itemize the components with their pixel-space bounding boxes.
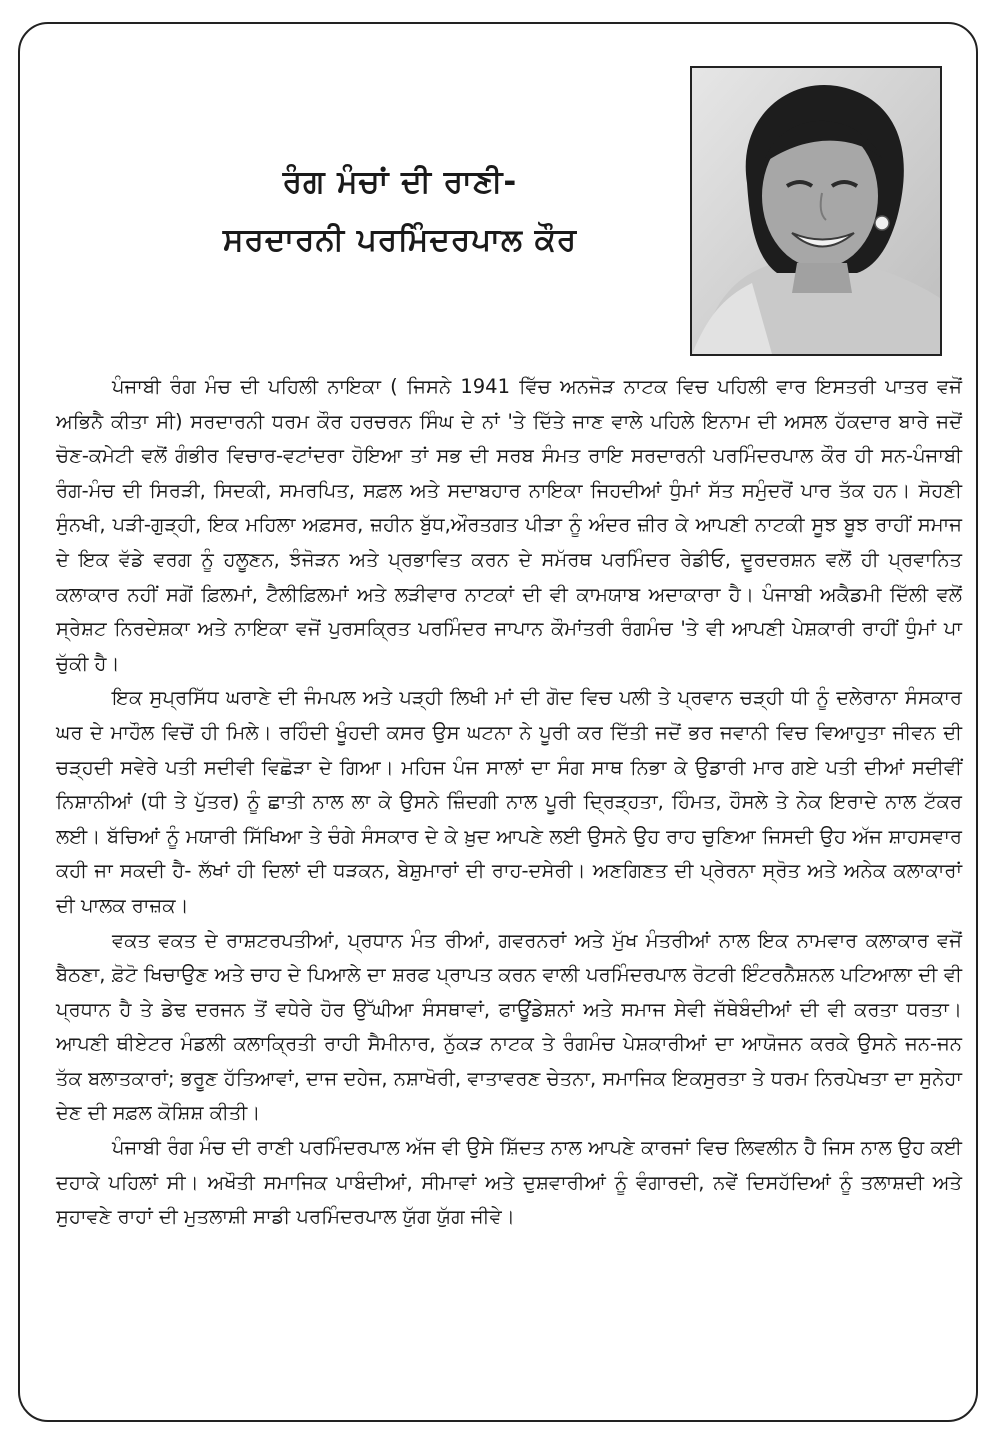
paragraph-2: ਇਕ ਸੁਪ੍ਰਸਿੱਧ ਘਰਾਣੇ ਦੀ ਜੰਮਪਲ ਅਤੇ ਪੜ੍ਹੀ ਲਿਖੀ ਮਾਂ ਦੀ ਗੋਦ ਵਿਚ ਪਲੀ ਤੇ ਪ੍ਰਵਾਨ ਚੜ੍ਹੀ ਧੀ ਨੂੰ ਦਲੇਰਾਨਾ ਸੰਸਕਾਰ ਘਰ ਦੇ ਮਾਹੌਲ ਵਿਚੋਂ ਹੀ ਮਿਲੇ। ਰਹਿੰਦੀ ਖੂੰਹਦੀ ਕਸਰ ਉਸ ਘਟਨਾ ਨੇ ਪੂਰੀ ਕਰ ਦਿੱਤੀ ਜਦੋਂ ਭਰ ਜਵਾਨੀ ਵਿਚ ਵਿਆਹੁਤਾ ਜੀਵਨ ਦੀ ਚੜ੍ਹਦੀ ਸਵੇਰੇ ਪਤੀ ਸਦੀਵੀ ਵਿਛੋੜਾ ਦੇ ਗਿਆ। ਮਹਿਜ ਪੰਜ ਸਾਲਾਂ ਦਾ ਸੰਗ ਸਾਥ ਨਿਭਾ ਕੇ ਉਡਾਰੀ ਮਾਰ ਗਏ ਪਤੀ ਦੀਆਂ ਸਦੀਵੀਂ ਨਿਸ਼ਾਨੀਆਂ (ਧੀ ਤੇ ਪੁੱਤਰ) ਨੂੰ ਛਾਤੀ ਨਾਲ ਲਾ ਕੇ ਉਸਨੇ ਜ਼ਿੰਦਗੀ ਨਾਲ ਪੂਰੀ ਦ੍ਰਿੜ੍ਹਤਾ, ਹਿੰਮਤ, ਹੌਸਲੇ ਤੇ ਨੇਕ ਇਰਾਦੇ ਨਾਲ ਟੱਕਰ ਲਈ। ਬੱਚਿਆਂ ਨੂੰ ਮਯਾਰੀ ਸਿੱਖਿਆ ਤੇ ਚੰਗੇ ਸੰਸਕਾਰ ਦੇ ਕੇ ਖ਼ੁਦ ਆਪਣੇ ਲਈ ਉਸਨੇ ਉਹ ਰਾਹ ਚੁਣਿਆ ਜਿਸਦੀ ਉਹ ਅੱਜ ਸ਼ਾਹਸਵਾਰ ਕਹੀ ਜਾ ਸਕਦੀ ਹੈ- ਲੱਖਾਂ ਹੀ ਦਿਲਾਂ ਦੀ ਧੜਕਨ, ਬੇਸ਼ੁਮਾਰਾਂ ਦੀ ਰਾਹ-ਦਸੇਰੀ। ਅਣਗਿਣਤ ਦੀ ਪ੍ਰੇਰਨਾ ਸ੍ਰੋਤ ਅਤੇ ਅਨੇਕ ਕਲਾਕਾਰਾਂ ਦੀ ਪਾਲਕ ਰਾਜ਼ਕ। [56,686,962,917]
article-body [56,370,962,1235]
portrait-photo [690,66,942,356]
article-title [140,160,660,262]
title-line-1: ਰੰਗ ਮੰਚਾਂ ਦੀ ਰਾਣੀ- [282,164,518,200]
paragraph-4: ਪੰਜਾਬੀ ਰੰਗ ਮੰਚ ਦੀ ਰਾਣੀ ਪਰਮਿੰਦਰਪਾਲ ਅੱਜ ਵੀ ਉਸੇ ਸ਼ਿੱਦਤ ਨਾਲ ਆਪਣੇ ਕਾਰਜਾਂ ਵਿਚ ਲਿਵਲੀਨ ਹੈ ਜਿਸ ਨਾਲ ਉਹ ਕਈ ਦਹਾਕੇ ਪਹਿਲਾਂ ਸੀ। ਅਖੌਤੀ ਸਮਾਜਿਕ ਪਾਬੰਦੀਆਂ, ਸੀਮਾਵਾਂ ਅਤੇ ਦੁਸ਼ਵਾਰੀਆਂ ਨੂੰ ਵੰਗਾਰਦੀ, ਨਵੇਂ ਦਿਸਹੱਦਿਆਂ ਨੂੰ ਤਲਾਸ਼ਦੀ ਅਤੇ ਸੁਹਾਵਣੇ ਰਾਹਾਂ ਦੀ ਮੁਤਲਾਸ਼ੀ ਸਾਡੀ ਪਰਮਿੰਦਰਪਾਲ ਯੁੱਗ ਯੁੱਗ ਜੀਵੇ। [56,1136,962,1229]
paragraph-3: ਵਕਤ ਵਕਤ ਦੇ ਰਾਸ਼ਟਰਪਤੀਆਂ, ਪ੍ਰਧਾਨ ਮੰਤ ਰੀਆਂ, ਗਵਰਨਰਾਂ ਅਤੇ ਮੁੱਖ ਮੰਤਰੀਆਂ ਨਾਲ ਇਕ ਨਾਮਵਾਰ ਕਲਾਕਾਰ ਵਜੋਂ ਬੈਠਣਾ, ਫ਼ੋਟੋ ਖਿਚਾਉਣ ਅਤੇ ਚਾਹ ਦੇ ਪਿਆਲੇ ਦਾ ਸ਼ਰਫ ਪ੍ਰਾਪਤ ਕਰਨ ਵਾਲੀ ਪਰਮਿੰਦਰਪਾਲ ਰੋਟਰੀ ਇੰਟਰਨੈਸ਼ਨਲ ਪਟਿਆਲਾ ਦੀ ਵੀ ਪ੍ਰਧਾਨ ਹੈ ਤੇ ਡੇਢ ਦਰਜਨ ਤੋਂ ਵਧੇਰੇ ਹੋਰ ਉੱਘੀਆ ਸੰਸਥਾਵਾਂ, ਫਾਊਂਡੇਸ਼ਨਾਂ ਅਤੇ ਸਮਾਜ ਸੇਵੀ ਜੱਥੇਬੰਦੀਆਂ ਦੀ ਵੀ ਕਰਤਾ ਧਰਤਾ। ਆਪਣੀ ਥੀਏਟਰ ਮੰਡਲੀ ਕਲਾਕ੍ਰਿਤੀ ਰਾਹੀ ਸੈਮੀਨਾਰ, ਨੁੱਕੜ ਨਾਟਕ ਤੇ ਰੰਗਮੰਚ ਪੇਸ਼ਕਾਰੀਆਂ ਦਾ ਆਯੋਜਨ ਕਰਕੇ ਉਸਨੇ ਜਨ-ਜਨ ਤੱਕ ਬਲਾਤਕਾਰਾਂ; ਭਰੂਣ ਹੱਤਿਆਵਾਂ, ਦਾਜ ਦਹੇਜ, ਨਸ਼ਾਖੋਰੀ, ਵਾਤਾਵਰਣ ਚੇਤਨਾ, ਸਮਾਜਿਕ ਇਕਸੁਰਤਾ ਤੇ ਧਰਮ ਨਿਰਪੇਖਤਾ ਦਾ ਸੁਨੇਹਾ ਦੇਣ ਦੀ ਸਫ਼ਲ ਕੋਸ਼ਿਸ਼ ਕੀਤੀ। [56,928,962,1125]
paragraph-1: ਪੰਜਾਬੀ ਰੰਗ ਮੰਚ ਦੀ ਪਹਿਲੀ ਨਾਇਕਾ ( ਜਿਸਨੇ 1941 ਵਿੱਚ ਅਨਜੋੜ ਨਾਟਕ ਵਿਚ ਪਹਿਲੀ ਵਾਰ ਇਸਤਰੀ ਪਾਤਰ ਵਜੋਂ ਅਭਿਨੈ ਕੀਤਾ ਸੀ) ਸਰਦਾਰਨੀ ਧਰਮ ਕੌਰ ਹਰਚਰਨ ਸਿੰਘ ਦੇ ਨਾਂ 'ਤੇ ਦਿੱਤੇ ਜਾਣ ਵਾਲੇ ਪਹਿਲੇ ਇਨਾਮ ਦੀ ਅਸਲ ਹੱਕਦਾਰ ਬਾਰੇ ਜਦੋਂ ਚੋਣ-ਕਮੇਟੀ ਵਲੋਂ ਗੰਭੀਰ ਵਿਚਾਰ-ਵਟਾਂਦਰਾ ਹੋਇਆ ਤਾਂ ਸਭ ਦੀ ਸਰਬ ਸੰਮਤ ਰਾਇ ਸਰਦਾਰਨੀ ਪਰਮਿੰਦਰਪਾਲ ਕੌਰ ਹੀ ਸਨ-ਪੰਜਾਬੀ ਰੰਗ-ਮੰਚ ਦੀ ਸਿਰੜੀ, ਸਿਦਕੀ, ਸਮਰਪਿਤ, ਸਫ਼ਲ ਅਤੇ ਸਦਾਬਹਾਰ ਨਾਇਕਾ ਜਿਹਦੀਆਂ ਧੁੰਮਾਂ ਸੱਤ ਸਮੁੰਦਰੋਂ ਪਾਰ ਤੱਕ ਹਨ। ਸੋਹਣੀ ਸੁੰਨਖੀ, ਪੜੀ-ਗੁੜ੍ਹੀ, ਇਕ ਮਹਿਲਾ ਅਫ਼ਸਰ, ਜ਼ਹੀਨ ਬੁੱਧ,ਔਰਤਗਤ ਪੀੜਾ ਨੂੰ ਅੰਦਰ ਜ਼ੀਰ ਕੇ ਆਪਣੀ ਨਾਟਕੀ ਸੂਝ ਬੂਝ ਰਾਹੀਂ ਸਮਾਜ ਦੇ ਇਕ ਵੱਡੇ ਵਰਗ ਨੂੰ ਹਲੂਣਨ, ਝੰਜੋੜਨ ਅਤੇ ਪ੍ਰਭਾਵਿਤ ਕਰਨ ਦੇ ਸਮੱਰਥ ਪਰਮਿੰਦਰ ਰੇਡੀਓ, ਦੂਰਦਰਸ਼ਨ ਵਲੋਂ ਹੀ ਪ੍ਰਵਾਨਿਤ ਕਲਾਕਾਰ ਨਹੀਂ ਸਗੋਂ ਫ਼ਿਲਮਾਂ, ਟੈਲੀਫ਼ਿਲਮਾਂ ਅਤੇ ਲੜੀਵਾਰ ਨਾਟਕਾਂ ਦੀ ਵੀ ਕਾਮਯਾਬ ਅਦਾਕਾਰਾ ਹੈ। ਪੰਜਾਬੀ ਅਕੈਡਮੀ ਦਿੱਲੀ ਵਲੋਂ ਸ੍ਰੇਸ਼ਟ ਨਿਰਦੇਸ਼ਕਾ ਅਤੇ ਨਾਇਕਾ ਵਜੋਂ ਪੁਰਸਕ੍ਰਿਤ ਪਰਮਿੰਦਰ ਜਾਪਾਨ ਕੌਮਾਂਤਰੀ ਰੰਗਮੰਚ 'ਤੇ ਵੀ ਆਪਣੀ ਪੇਸ਼ਕਾਰੀ ਰਾਹੀਂ ਧੁੰਮਾਂ ਪਾ ਚੁੱਕੀ ਹੈ। [56,375,962,675]
title-line-2: ਸਰਦਾਰਨੀ ਪਰਮਿੰਦਰਪਾਲ ਕੌਰ [222,222,578,258]
